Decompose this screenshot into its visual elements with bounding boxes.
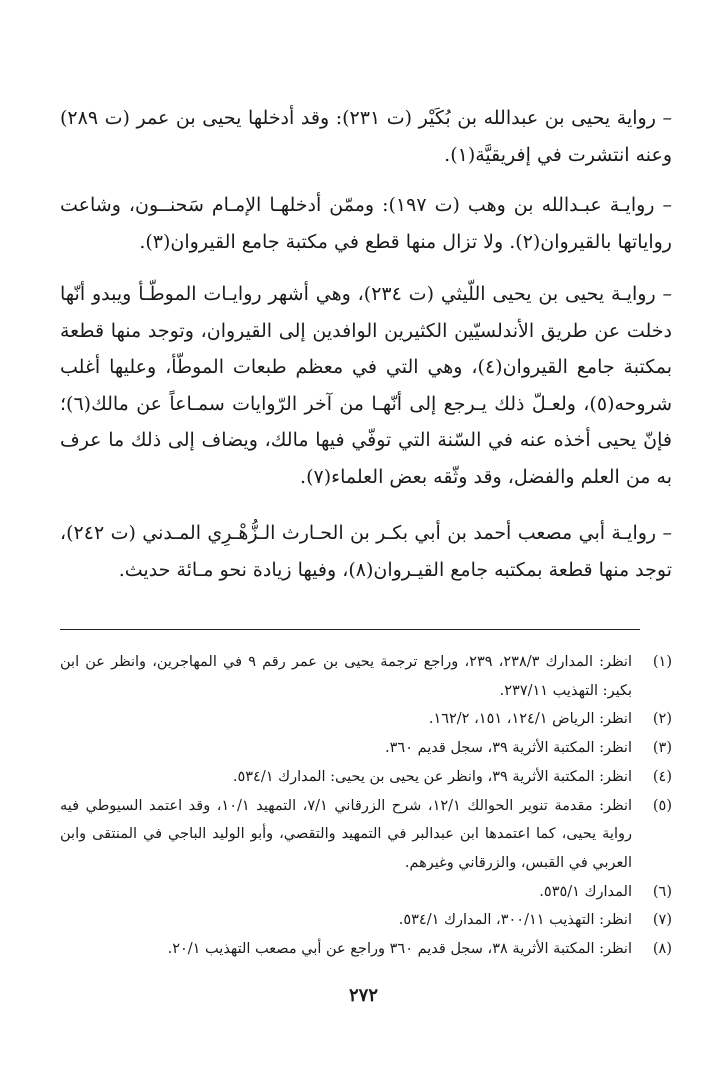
footnote-7 — [60, 906, 672, 935]
footnote-separator — [60, 629, 640, 630]
footnote-6 — [60, 878, 672, 907]
footnote-text: انظر: المكتبة الأثرية ٣٩، وانظر عن يحيى بن يحيى: المدارك ٥٣٤/١. — [232, 768, 632, 785]
main-text — [60, 100, 672, 602]
footnote-1 — [60, 648, 672, 705]
paragraph-abu-musab: – روايـة أبي مصعب أحمد بن أبي بكـر بن الحـارث الـزُّهْـرِي المـدني (ت ٢٤٢)، توجد منها قطعة بمكتبه جامع القيـروان(٨)، وفيها زيادة نحو مـائة حديث. — [60, 522, 672, 581]
footnote-4 — [60, 763, 672, 792]
footnote-number: (٧) — [652, 912, 672, 929]
footnote-text: انظر: المكتبة الأثرية ٣٨، سجل قديم ٣٦٠ وراجع عن أبي مصعب التهذيب ٢٠/١. — [167, 941, 632, 958]
footnote-number: (١) — [652, 654, 672, 670]
footnote-3 — [60, 734, 672, 763]
footnote-text: المدارك ٥٣٥/١. — [539, 883, 632, 900]
footnote-5 — [60, 792, 672, 878]
footnotes — [60, 648, 672, 964]
paragraph-ibn-wahb: – روايـة عبـدالله بن وهب (ت ١٩٧): وممّن أدخلهـا الإمـام سَحنــون، وشاعت رواياتها بالقيروان(٢). ولا تزال منها قطع في مكتبة جامع القيروان(٣). — [60, 194, 672, 253]
footnote-text: انظر: مقدمة تنوير الحوالك ١٢/١، شرح الزرقاني ٧/١، التمهيد ١٠/١، وقد اعتمد السيوطي فيه رواية يحيى، كما اعتمدها ابن عبدالبر في التمهيد والتقصي، وأبو الوليد الباجي في المنتقى وابن العربي في القبس، والزرقاني وغيرهم. — [60, 797, 633, 871]
footnote-number: (٦) — [652, 883, 672, 900]
paragraph-yahya-al-laythi: – روايـة يحيى بن يحيى اللّيثي (ت ٢٣٤)، وهي أشهر روايـات الموطّـأ ويبدو أنّها دخلت عن طريق الأندلسيّين الكثيرين الوافدين إلى القيروان، وتوجد منها قطعة بمكتبة جامع القيروان(٤)، وهي التي في معظم طبعات الموطّأ، وعليها أغلب شروحه(٥)، ولعـلّ ذلك يـرجع إلى أنّهـا من آخر الرّوايات سمـاعاً عن مالك(٦)؛ فإنّ يحيى أخذه عنه في السّنة التي توفّي فيها مالك، ويضاف إلى ذلك ما عرف به من العلم والفضل، وقد وثّقه بعض العلماء(٧). — [60, 283, 673, 488]
page-number: ٢٧٢ — [348, 985, 378, 1006]
footnote-number: (٨) — [652, 941, 672, 958]
footnote-text: انظر: التهذيب ٣٠٠/١١، المدارك ٥٣٤/١. — [398, 912, 632, 929]
footnote-number: (٤) — [652, 768, 672, 785]
footnote-8 — [60, 935, 672, 964]
footnote-text: انظر: الرياض ١٢٤/١، ١٥١، ١٦٢/٢. — [428, 711, 632, 728]
footnote-2 — [60, 705, 672, 734]
footnote-number: (٢) — [652, 711, 672, 728]
footnote-number: (٥) — [652, 797, 672, 814]
footnote-number: (٣) — [652, 740, 672, 757]
footnote-text: انظر: المدارك ٢٣٨/٣، ٢٣٩، وراجع ترجمة يحيى بن عمر رقم ٩ في المهاجرين، وانظر عن ابن بكير: التهذيب ٢٣٧/١١. — [60, 654, 632, 699]
paragraph-yahya-ibn-bukayr: – رواية يحيى بن عبدالله بن بُكَيْر (ت ٢٣١): وقد أدخلها يحيى بن عمر (ت ٢٨٩) وعنه انتشرت في إفريقيَّة(١). — [60, 107, 672, 166]
footnote-text: انظر: المكتبة الأثرية ٣٩، سجل قديم ٣٦٠. — [385, 740, 632, 757]
